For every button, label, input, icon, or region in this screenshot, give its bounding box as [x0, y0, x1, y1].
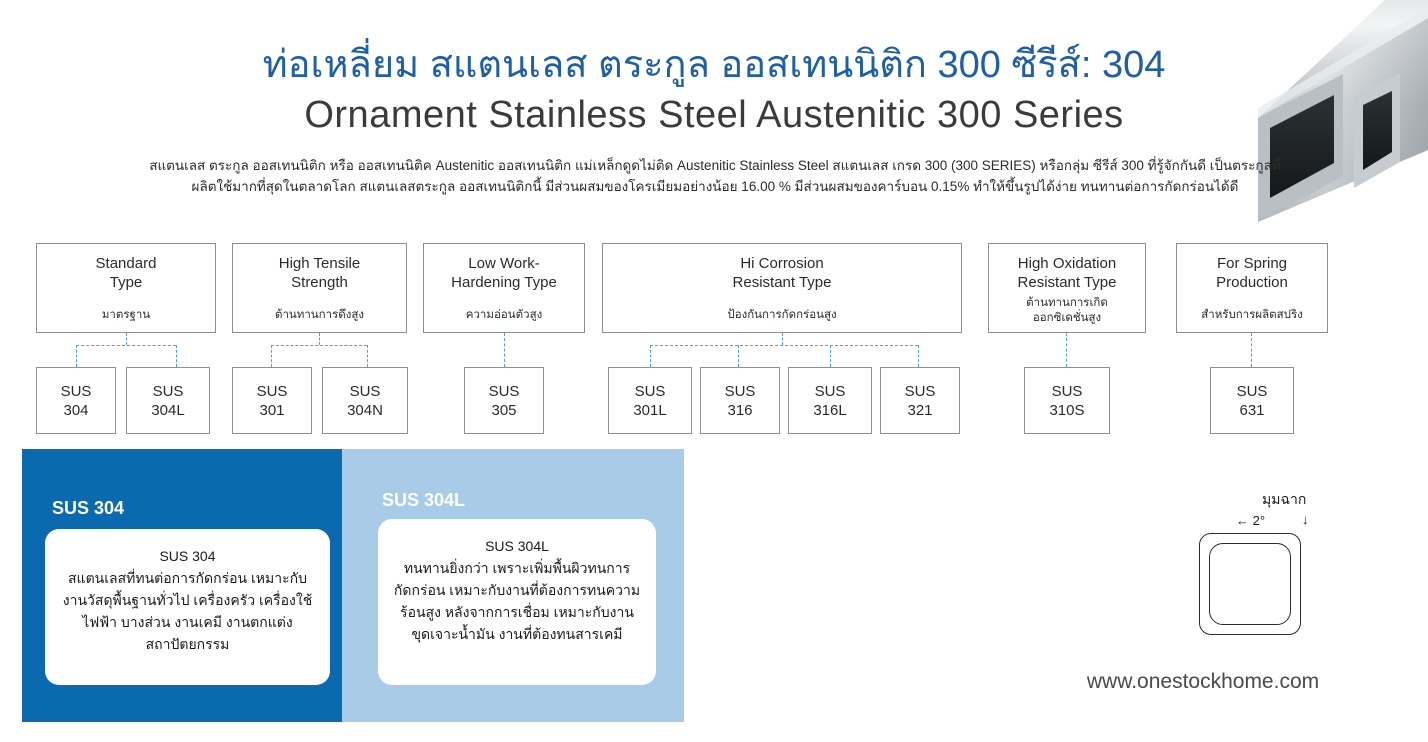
category-hi-corrosion-resistant: [602, 243, 962, 333]
category-label-th: ความอ่อนตัวสูง: [465, 309, 543, 321]
callout-card-title: SUS 304: [159, 548, 216, 564]
grade-box-sus-316: SUS 316: [700, 367, 780, 434]
category-label-th: ป้องกันการกัดกร่อนสูง: [727, 309, 837, 321]
grade-box-sus-304n: SUS 304N: [322, 367, 408, 434]
grade-box-sus-304: SUS 304: [36, 367, 116, 434]
callout-card-title: SUS 304L: [485, 538, 549, 554]
website-url: www.onestockhome.com: [1086, 670, 1320, 693]
category-for-spring-production: [1176, 243, 1328, 333]
connector-vertical: [1066, 333, 1067, 367]
category-label-en: For Spring Production: [1216, 255, 1288, 291]
connector-vertical: [271, 345, 272, 367]
category-label-en: High Oxidation Resistant Type: [1017, 255, 1117, 291]
grade-box-sus-310s: SUS 310S: [1024, 367, 1110, 434]
corner-angle-title: มุมฉาก: [1262, 491, 1307, 507]
connector-vertical: [830, 345, 831, 367]
grade-box-sus-301: SUS 301: [232, 367, 312, 434]
connector-vertical: [918, 345, 919, 367]
arrow-left-icon: ←: [1236, 513, 1249, 528]
intro-paragraph: สแตนเลส ตระกูล ออสเทนนิติก หรือ ออสเทนนิติค Austenitic ออสเทนนิติก แม่เหล็กดูดไม่ติด Austenitic Stainless Steel สแตนเลส เกรด 300 (300 SERIES) หรือกลุ่ม ซีรีส์ 300 ที่รู้จักกันดี เป็นตระกูลที่ผลิตใช้มากที่สุดในตลาดโลก สแตนเลสตระกูล ออสเทนนิติกนี้ มีส่วนผสมของโครเมียมอย่างน้อย 16.00 % มีส่วนผสมของคาร์บอน 0.15% ทำให้ขึ้นรูปได้ง่าย ทนทานต่อการกัดกร่อนได้ดี: [149, 158, 1281, 194]
callout-label-sus-304: SUS 304: [52, 498, 125, 518]
category-label-th: ต้านทานการดึงสูง: [274, 309, 364, 321]
grade-box-sus-305: SUS 305: [464, 367, 544, 434]
category-label-en: Standard Type: [95, 255, 157, 291]
category-label-en: High Tensile Strength: [278, 255, 361, 291]
category-low-work-hardening: [423, 243, 585, 333]
connector-vertical: [76, 345, 77, 367]
tube-cross-section-inner: [1209, 543, 1291, 625]
category-standard-type: [36, 243, 216, 333]
connector-vertical: [1251, 333, 1252, 367]
callout-card-sus-304: [45, 529, 330, 685]
callout-card-text: ทนทานยิ่งกว่า เพราะเพิ่มพื้นผิวทนการกัดกร่อน เหมาะกับงานที่ต้องการทนความร้อนสูง หลังจากการเชื่อม เหมาะกับงานขุดเจาะน้ำมัน งานที่ต้องทนสารเคมี: [393, 560, 641, 642]
connector-vertical: [367, 345, 368, 367]
category-label-th: ต้านทานการเกิด ออกซิเดชั่นสูง: [1026, 297, 1108, 324]
category-high-tensile-strength: [232, 243, 407, 333]
arrow-down-icon: ↓: [1302, 512, 1309, 527]
connector-vertical: [738, 345, 739, 367]
page-title-english: Ornament Stainless Steel Austenitic 300 Series: [304, 94, 1124, 136]
connector-horizontal: [76, 345, 176, 346]
category-label-en: Hi Corrosion Resistant Type: [732, 255, 832, 291]
callout-card-text: สแตนเลสที่ทนต่อการกัดกร่อน เหมาะกับงานวัสดุพื้นฐานทั่วไป เครื่องครัว เครื่องใช้ไฟฟ้า บางส่วน งานเคมี งานตกแต่ง สถาปัตยกรรม: [62, 570, 313, 652]
connector-horizontal: [271, 345, 367, 346]
connector-vertical: [782, 333, 783, 345]
grade-box-sus-301l: SUS 301L: [608, 367, 692, 434]
grade-box-sus-304l: SUS 304L: [126, 367, 210, 434]
category-label-th: มาตรฐาน: [101, 309, 151, 321]
connector-horizontal: [650, 345, 918, 346]
page-title-thai: ท่อเหลี่ยม สแตนเลส ตระกูล ออสเทนนิติก 300 ซีรีส์: 304: [262, 44, 1166, 86]
corner-angle-value: ← 2°: [1236, 513, 1266, 528]
category-label-th: สำหรับการผลิตสปริง: [1201, 309, 1303, 321]
callout-card-sus-304l: [378, 519, 656, 685]
category-label-en: Low Work- Hardening Type: [451, 255, 557, 291]
grade-box-sus-321: SUS 321: [880, 367, 960, 434]
callout-label-sus-304l: SUS 304L: [382, 490, 466, 510]
category-high-oxidation-resistant: [988, 243, 1146, 333]
connector-vertical: [126, 333, 127, 345]
connector-vertical: [650, 345, 651, 367]
grade-box-sus-316l: SUS 316L: [788, 367, 872, 434]
grade-box-sus-631: SUS 631: [1210, 367, 1294, 434]
connector-vertical: [319, 333, 320, 345]
connector-vertical: [504, 333, 505, 367]
connector-vertical: [176, 345, 177, 367]
